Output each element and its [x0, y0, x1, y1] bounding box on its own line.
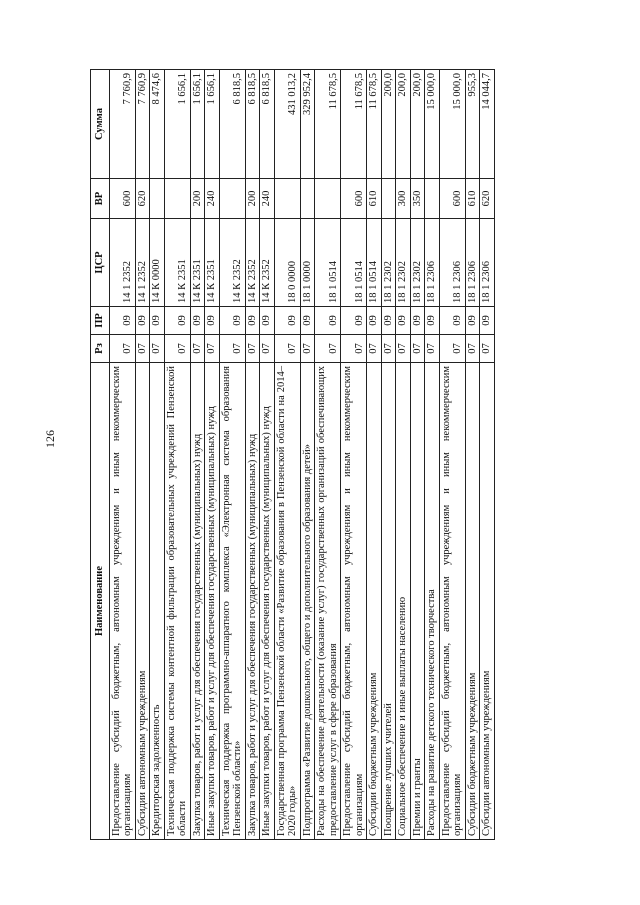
cell-csr: 14 К 0000	[150, 219, 165, 307]
table-row	[260, 70, 275, 840]
cell-sum: 200,0	[410, 70, 425, 179]
page-number: 126	[43, 430, 57, 448]
cell-vr	[315, 179, 341, 219]
cell-name: Предоставление субсидий бюджетным, автономным учреждениям и иным некоммерческим организациям	[439, 363, 465, 840]
cell-pr: 09	[274, 307, 300, 335]
cell-pr: 09	[439, 307, 465, 335]
cell-vr: 350	[410, 179, 425, 219]
cell-rz: 07	[439, 335, 465, 363]
cell-vr	[274, 179, 300, 219]
cell-pr: 09	[245, 307, 260, 335]
cell-sum: 15 000,0	[425, 70, 440, 179]
cell-rz: 07	[410, 335, 425, 363]
cell-vr: 600	[341, 179, 367, 219]
header-name: Наименование	[91, 363, 110, 840]
cell-name: Подпрограмма «Развитие дошкольного, общего и дополнительного образования детей»	[300, 363, 315, 840]
table-row	[425, 70, 440, 840]
table-row	[274, 70, 300, 840]
cell-name: Субсидии автономным учреждениям	[480, 363, 495, 840]
cell-vr	[425, 179, 440, 219]
cell-name: Поощрение лучших учителей	[381, 363, 396, 840]
cell-csr: 18 1 0514	[315, 219, 341, 307]
cell-vr	[300, 179, 315, 219]
cell-vr: 610	[367, 179, 382, 219]
cell-pr: 09	[425, 307, 440, 335]
cell-sum: 200,0	[381, 70, 396, 179]
cell-sum: 11 678,5	[367, 70, 382, 179]
cell-rz: 07	[245, 335, 260, 363]
header-pr: ПР	[91, 307, 110, 335]
cell-csr: 18 1 2302	[396, 219, 411, 307]
cell-csr: 18 1 2306	[480, 219, 495, 307]
cell-sum: 6 818,5	[245, 70, 260, 179]
cell-rz: 07	[396, 335, 411, 363]
cell-rz: 07	[480, 335, 495, 363]
cell-rz: 07	[219, 335, 245, 363]
cell-vr: 300	[396, 179, 411, 219]
cell-name: Премии и гранты	[410, 363, 425, 840]
header-vr: ВР	[91, 179, 110, 219]
cell-sum: 7 760,9	[109, 70, 135, 179]
cell-csr: 18 0 0000	[274, 219, 300, 307]
table-row	[245, 70, 260, 840]
cell-sum: 1 656,1	[164, 70, 190, 179]
cell-rz: 07	[367, 335, 382, 363]
cell-vr: 200	[190, 179, 205, 219]
cell-name: Кредиторская задолженность	[150, 363, 165, 840]
cell-vr: 600	[439, 179, 465, 219]
table-row	[367, 70, 382, 840]
cell-csr: 14 К 2352	[260, 219, 275, 307]
budget-table	[90, 69, 495, 840]
table-row	[396, 70, 411, 840]
cell-rz: 07	[190, 335, 205, 363]
cell-pr: 09	[205, 307, 220, 335]
cell-csr: 14 К 2351	[164, 219, 190, 307]
table-row	[300, 70, 315, 840]
cell-rz: 07	[274, 335, 300, 363]
cell-vr: 200	[245, 179, 260, 219]
table-row	[341, 70, 367, 840]
cell-csr: 14 1 2352	[135, 219, 150, 307]
cell-sum: 6 818,5	[260, 70, 275, 179]
cell-rz: 07	[150, 335, 165, 363]
table-row	[315, 70, 341, 840]
table-row	[480, 70, 495, 840]
cell-name: Предоставление субсидий бюджетным, автономным учреждениям и иным некоммерческим организациям	[109, 363, 135, 840]
cell-vr: 600	[109, 179, 135, 219]
cell-csr: 14 К 2351	[190, 219, 205, 307]
table-row	[150, 70, 165, 840]
cell-pr: 09	[396, 307, 411, 335]
cell-csr: 14 К 2352	[219, 219, 245, 307]
cell-pr: 09	[315, 307, 341, 335]
cell-sum: 14 044,7	[480, 70, 495, 179]
cell-sum: 11 678,5	[315, 70, 341, 179]
cell-csr: 18 1 0514	[367, 219, 382, 307]
cell-vr	[381, 179, 396, 219]
cell-vr: 620	[480, 179, 495, 219]
cell-pr: 09	[381, 307, 396, 335]
cell-pr: 09	[219, 307, 245, 335]
header-rz: Рз	[91, 335, 110, 363]
budget-table-rotated	[90, 70, 620, 840]
cell-name: Субсидии бюджетным учреждениям	[465, 363, 480, 840]
cell-pr: 09	[164, 307, 190, 335]
header-sum: Сумма	[91, 70, 110, 179]
cell-csr: 18 1 2302	[410, 219, 425, 307]
cell-pr: 09	[135, 307, 150, 335]
cell-vr: 620	[135, 179, 150, 219]
cell-name: Государственная программа Пензенской области «Развитие образования в Пензенской области на 2014–2020 годы»	[274, 363, 300, 840]
cell-rz: 07	[109, 335, 135, 363]
cell-pr: 09	[465, 307, 480, 335]
table-row	[439, 70, 465, 840]
cell-pr: 09	[190, 307, 205, 335]
cell-vr	[219, 179, 245, 219]
cell-name: Закупка товаров, работ и услуг для обеспечения государственных (муниципальных) нужд	[245, 363, 260, 840]
cell-sum: 15 000,0	[439, 70, 465, 179]
cell-rz: 07	[381, 335, 396, 363]
cell-vr: 240	[260, 179, 275, 219]
cell-rz: 07	[465, 335, 480, 363]
cell-vr: 240	[205, 179, 220, 219]
cell-csr: 14 К 2352	[245, 219, 260, 307]
cell-sum: 7 760,9	[135, 70, 150, 179]
cell-name: Субсидии автономным учреждениям	[135, 363, 150, 840]
table-row	[135, 70, 150, 840]
table-row	[410, 70, 425, 840]
cell-vr	[164, 179, 190, 219]
cell-pr: 09	[150, 307, 165, 335]
cell-name: Техническая поддержка системы контентной фильтрации образовательных учреждений Пензенской области	[164, 363, 190, 840]
cell-csr: 18 1 2302	[381, 219, 396, 307]
cell-csr: 18 1 0000	[300, 219, 315, 307]
cell-sum: 200,0	[396, 70, 411, 179]
cell-vr: 610	[465, 179, 480, 219]
cell-name: Субсидии бюджетным учреждениям	[367, 363, 382, 840]
table-header-row	[91, 70, 110, 840]
cell-name: Иные закупки товаров, работ и услуг для обеспечения государственных (муниципальных) нужд	[260, 363, 275, 840]
cell-name: Предоставление субсидий бюджетным, автономным учреждениям и иным некоммерческим организациям	[341, 363, 367, 840]
cell-pr: 09	[109, 307, 135, 335]
cell-pr: 09	[480, 307, 495, 335]
cell-rz: 07	[300, 335, 315, 363]
cell-pr: 09	[367, 307, 382, 335]
table-row	[190, 70, 205, 840]
cell-rz: 07	[315, 335, 341, 363]
cell-name: Техническая поддержка программно-аппаратного комплекса «Электронная система образования Пензенской области»	[219, 363, 245, 840]
cell-rz: 07	[425, 335, 440, 363]
cell-sum: 431 013,2	[274, 70, 300, 179]
table-row	[219, 70, 245, 840]
cell-vr	[150, 179, 165, 219]
cell-csr: 18 1 2306	[439, 219, 465, 307]
cell-sum: 329 952,4	[300, 70, 315, 179]
table-row	[109, 70, 135, 840]
cell-rz: 07	[341, 335, 367, 363]
cell-name: Расходы на развитие детского технического творчества	[425, 363, 440, 840]
table-row	[381, 70, 396, 840]
cell-sum: 1 656,1	[205, 70, 220, 179]
table-row	[205, 70, 220, 840]
cell-name: Расходы на обеспечение деятельности (оказание услуг) государственных организаций обеспечивающих предоставление услуг в сфере образования	[315, 363, 341, 840]
header-csr: ЦСР	[91, 219, 110, 307]
table-row	[465, 70, 480, 840]
cell-pr: 09	[260, 307, 275, 335]
cell-pr: 09	[341, 307, 367, 335]
table-row	[164, 70, 190, 840]
cell-rz: 07	[260, 335, 275, 363]
cell-rz: 07	[164, 335, 190, 363]
cell-name: Социальное обеспечение и иные выплаты населению	[396, 363, 411, 840]
cell-csr: 18 1 2306	[425, 219, 440, 307]
cell-sum: 955,3	[465, 70, 480, 179]
cell-csr: 14 К 2351	[205, 219, 220, 307]
cell-sum: 8 474,6	[150, 70, 165, 179]
cell-name: Иные закупки товаров, работ и услуг для обеспечения государственных (муниципальных) нужд	[205, 363, 220, 840]
cell-pr: 09	[410, 307, 425, 335]
cell-sum: 11 678,5	[341, 70, 367, 179]
cell-csr: 18 1 2306	[465, 219, 480, 307]
cell-name: Закупка товаров, работ и услуг для обеспечения государственных (муниципальных) нужд	[190, 363, 205, 840]
cell-pr: 09	[300, 307, 315, 335]
cell-csr: 18 1 0514	[341, 219, 367, 307]
cell-sum: 1 656,1	[190, 70, 205, 179]
cell-sum: 6 818,5	[219, 70, 245, 179]
cell-csr: 14 1 2352	[109, 219, 135, 307]
cell-rz: 07	[135, 335, 150, 363]
cell-rz: 07	[205, 335, 220, 363]
